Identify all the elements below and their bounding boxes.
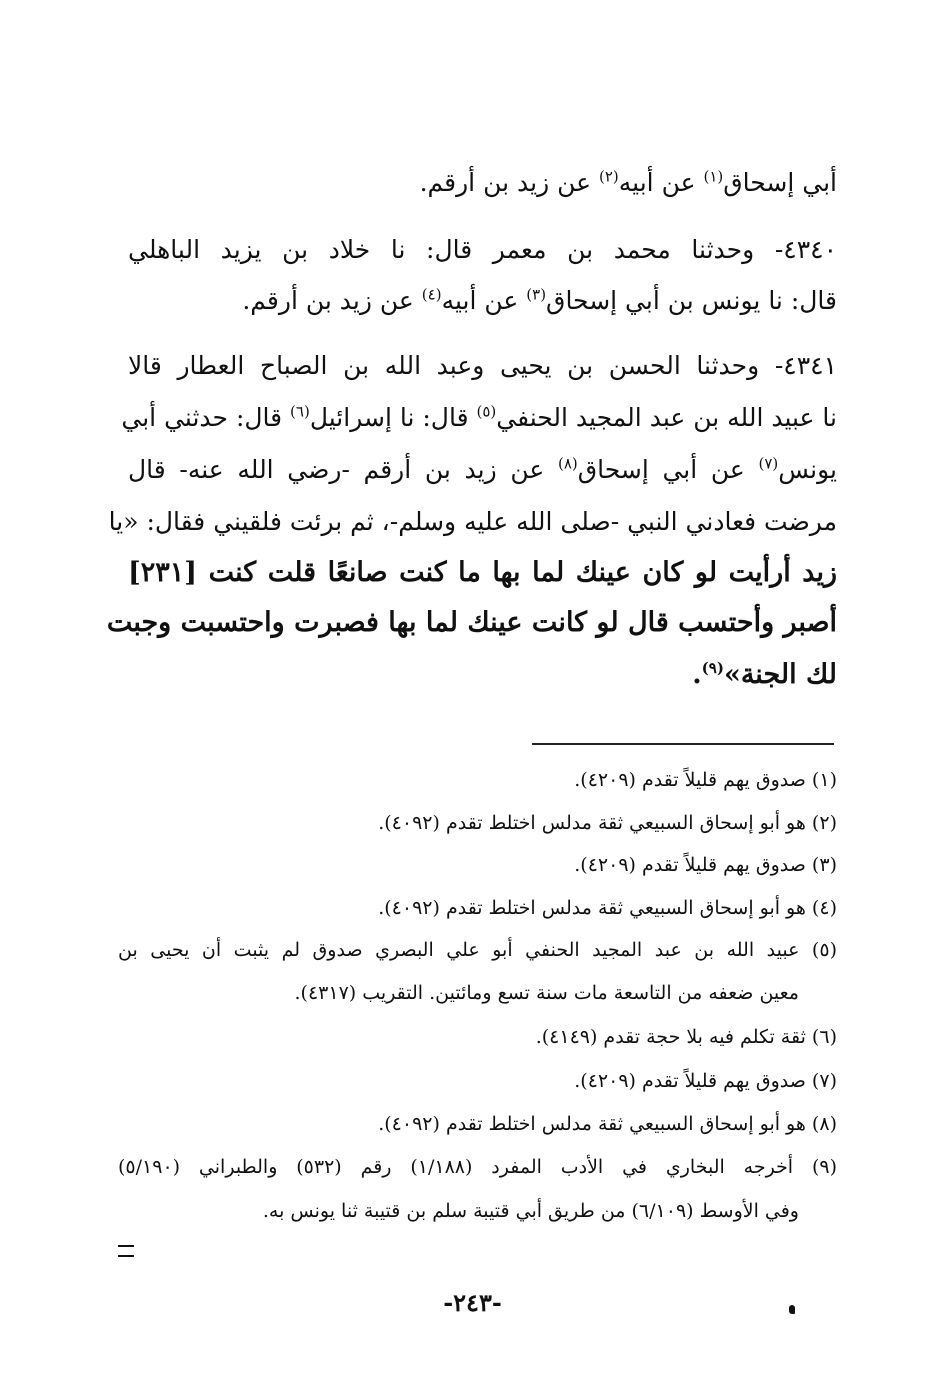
- footnote-6: (٦) ثقة تكلم فيه بلا حجة تقدم (٤١٤٩).: [535, 1026, 837, 1048]
- footnote-5-continued: معين ضعفه من التاسعة مات سنة تسع ومائتين. التقريب (٤٣١٧).: [294, 982, 799, 1004]
- body-line-2: ٤٣٤٠- وحدثنا محمد بن معمر قال: نا خلاد بن يزيد الباهلي: [128, 235, 837, 264]
- footnote-ref-4: (٤): [421, 285, 442, 304]
- footnote-ref-7: (٧): [758, 454, 779, 473]
- footnote-8: (٨) هو أبو إسحاق السبيعي ثقة مدلس اختلط تقدم (٤٠٩٢).: [378, 1113, 837, 1135]
- body-line-8: زيد أرأيت لو كان عينك لما بها ما كنت صانعًا قلت كنت [٢٣١]: [128, 557, 837, 588]
- body-line-10: لك الجنة»$^{(٩)}$.: [692, 659, 837, 690]
- footnote-ref-9: (٩): [701, 659, 724, 677]
- page-number: -٢٤٣-: [443, 1288, 502, 1317]
- footnote-ref-8: (٨): [557, 454, 578, 473]
- footnote-5: (٥) عبيد الله بن عبد المجيد الحنفي أبو علي البصري صدوق لم يثبت أن يحيى بن: [118, 939, 837, 961]
- footnote-9-continued: وفي الأوسط (٦/١٠٩) من طريق أبي قتيبة سلم بن قتيبة ثنا يونس به.: [262, 1200, 799, 1222]
- footnote-2: (٢) هو أبو إسحاق السبيعي ثقة مدلس اختلط تقدم (٤٠٩٢).: [378, 812, 837, 834]
- body-line-7: مرضت فعادني النبي -صلى الله عليه وسلم-، ثم برئت فلقيني فقال: «يا: [108, 507, 837, 536]
- body-line-1: أبي إسحاق$^{(١)}$ عن أبيه$^{(٢)}$ عن زيد بن أرقم.: [419, 167, 837, 197]
- footnote-1: (١) صدوق يهم قليلاً تقدم (٤٢٠٩).: [574, 769, 837, 791]
- body-line-3: قال: نا يونس بن أبي إسحاق$^{(٣)}$ عن أبيه$^{(٤)}$ عن زيد بن أرقم.: [242, 285, 837, 315]
- continuation-mark: [118, 1245, 134, 1257]
- footnote-9: (٩) أخرجه البخاري في الأدب المفرد (١/١٨٨) رقم (٥٣٢) والطبراني (٥/١٩٠): [118, 1156, 837, 1178]
- footnote-3: (٣) صدوق يهم قليلاً تقدم (٤٢٠٩).: [574, 854, 837, 876]
- body-line-5: نا عبيد الله بن عبد المجيد الحنفي$^{(٥)}$ قال: نا إسرائيل$^{(٦)}$ قال: حدثني أبي: [121, 402, 837, 432]
- ink-mark: [789, 1305, 795, 1314]
- footnote-ref-5: (٥): [476, 402, 497, 421]
- footnote-divider: [532, 743, 834, 745]
- body-line-9: أصبر وأحتسب قال لو كانت عينك لما بها فصبرت واحتسبت وجبت: [106, 607, 837, 638]
- footnote-ref-2: (٢): [599, 167, 619, 186]
- footnote-ref-3: (٣): [526, 285, 547, 304]
- footnote-4: (٤) هو أبو إسحاق السبيعي ثقة مدلس اختلط تقدم (٤٠٩٢).: [378, 897, 837, 919]
- footnote-7: (٧) صدوق يهم قليلاً تقدم (٤٢٠٩).: [574, 1070, 837, 1092]
- footnote-ref-1: (١): [703, 167, 724, 186]
- footnote-ref-6: (٦): [290, 402, 310, 421]
- body-line-6: يونس$^{(٧)}$ عن أبي إسحاق$^{(٨)}$ عن زيد بن أرقم -رضي الله عنه- قال: [128, 454, 837, 484]
- body-line-4: ٤٣٤١- وحدثنا الحسن بن يحيى وعبد الله بن الصباح العطار قالا: [128, 351, 837, 380]
